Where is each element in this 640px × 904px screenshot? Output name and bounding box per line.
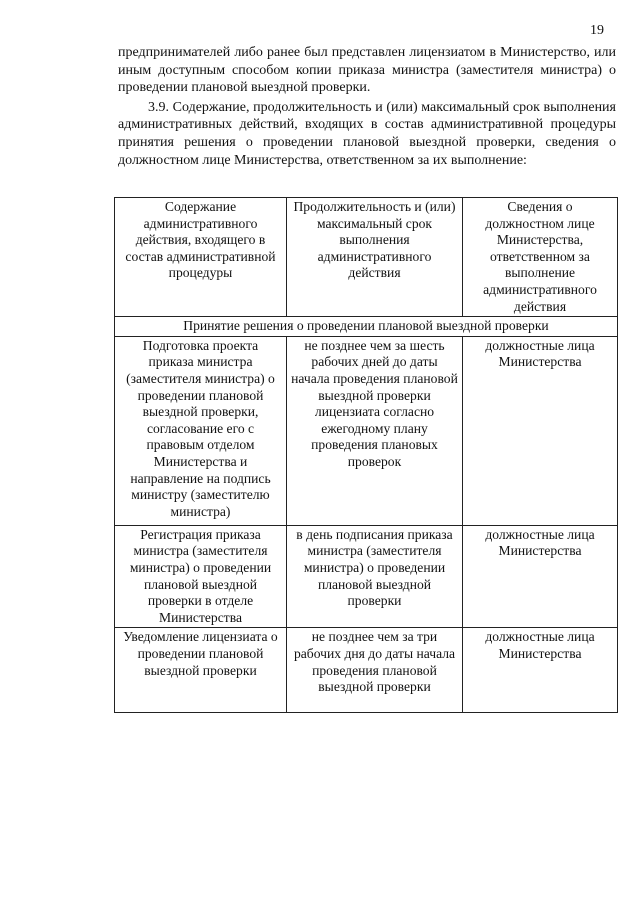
body-text (118, 44, 616, 169)
section-3-9-paragraph: 3.9. Содержание, продолжительность и (или) максимальный срок выполнения административных действий, входящих в состав административной процедуры принятия решения о проведении плановой выездной проверки, сведения о должностном лице Министерства, ответственном за их выполнение: (118, 99, 616, 168)
header-duration: Продолжительность и (или) максимальный срок выполнения административного действия (287, 198, 463, 317)
continuation-paragraph: предпринимателей либо ранее был представлен лицензиатом в Министерство, или иным доступным способом копии приказа министра (заместителя министра) о проведении плановой выездной проверки. (118, 45, 616, 96)
table-row (115, 336, 618, 525)
cell-action: Уведомление лицензиата о проведении плановой выездной проверки (115, 628, 287, 713)
cell-action: Подготовка проекта приказа министра (заместителя министра) о проведении плановой выездной проверки, согласование его с правовым отделом Министерства и направление на подпись министру (заместителю министра) (115, 336, 287, 525)
header-action: Содержание административного действия, входящего в состав административной процедуры (115, 198, 287, 317)
stage-title: Принятие решения о проведении плановой выездной проверки (115, 317, 618, 337)
cell-duration: в день подписания приказа министра (заместителя министра) о проведении плановой выездной проверки (287, 525, 463, 628)
cell-responsible: должностные лица Министерства (463, 628, 618, 713)
table-row (115, 525, 618, 628)
procedure-table (114, 197, 618, 713)
header-responsible: Сведения о должностном лице Министерства, ответственном за выполнение административного действия (463, 198, 618, 317)
table-stage-row (115, 317, 618, 337)
cell-responsible: должностные лица Министерства (463, 336, 618, 525)
table-header-row (115, 198, 618, 317)
cell-duration: не позднее чем за три рабочих дня до даты начала проведения плановой выездной проверки (287, 628, 463, 713)
page-number: 19 (590, 23, 604, 38)
cell-duration: не позднее чем за шесть рабочих дней до даты начала проведения плановой выездной проверки лицензиата согласно ежегодному плану проведения плановых проверок (287, 336, 463, 525)
cell-responsible: должностные лица Министерства (463, 525, 618, 628)
table-row (115, 628, 618, 713)
cell-action: Регистрация приказа министра (заместителя министра) о проведении плановой выездной проверки в отделе Министерства (115, 525, 287, 628)
